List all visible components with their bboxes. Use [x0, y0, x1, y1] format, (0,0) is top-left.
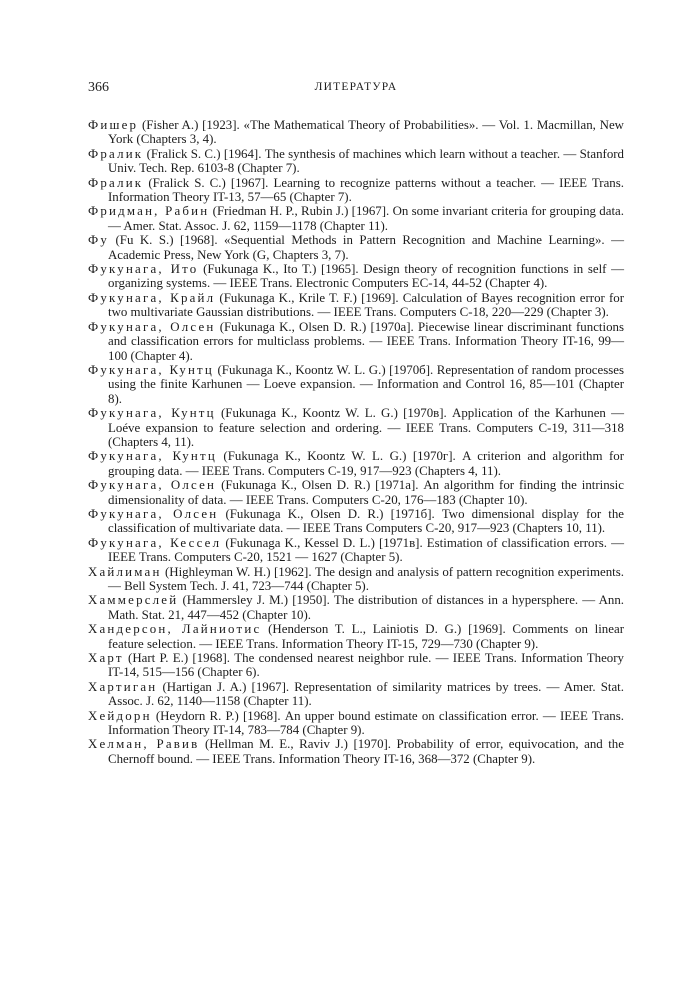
reference-entry	[88, 478, 624, 507]
reference-citation: (Fukunaga K., Krile T. F.) [1969]. Calculation of Bayes recognition error for two multivariate Gaussian distributions. — IEEE Trans. Computers C-18, 220—229 (Chapter 3).	[108, 290, 624, 320]
reference-entry	[88, 737, 624, 766]
reference-entry	[88, 291, 624, 320]
reference-citation: (Friedman H. P., Rubin J.) [1967]. On some invariant criteria for grouping data. — Amer. Stat. Assoc. J. 62, 1159—1178 (Chapter 11).	[108, 204, 624, 233]
reference-entry	[88, 622, 624, 651]
reference-entry	[88, 709, 624, 738]
reference-citation: (Fukunaga K., Olsen D. R.) [1971б]. Two dimensional display for the classification of multivariate data. — IEEE Trans Computers C-20, 917—923 (Chapters 10, 11).	[108, 506, 624, 536]
reference-citation: (Fisher A.) [1923]. «The Mathematical Theory of Probabilities». — Vol. 1. Macmillan, New York (Chapters 3, 4).	[108, 118, 624, 147]
reference-authors-russian: Фукунага, Олсен	[88, 319, 216, 334]
reference-entry	[88, 176, 624, 205]
reference-citation: (Fralick S. C.) [1964]. The synthesis of machines which learn without a teacher. — Stanford Univ. Tech. Rep. 6103-8 (Chapter 7).	[108, 146, 624, 176]
reference-authors-russian: Фукунага, Олсен	[88, 478, 217, 493]
reference-entry	[88, 233, 624, 262]
reference-citation: (Fu K. S.) [1968]. «Sequential Methods in Pattern Recognition and Machine Learning». — Academic Press, New York (G, Chapters 3, 7).	[108, 233, 624, 262]
reference-citation: (Hammersley J. M.) [1950]. The distribution of distances in a hypersphere. — Ann. Math. Stat. 21, 447—452 (Chapter 10).	[108, 593, 624, 622]
reference-entry	[88, 593, 624, 622]
reference-citation: (Hellman M. E., Raviv J.) [1970]. Probability of error, equivocation, and the Chernoff bound. — IEEE Trans. Information Theory IT-16, 368—372 (Chapter 9).	[108, 737, 624, 766]
reference-entry	[88, 118, 624, 147]
reference-citation: (Fukunaga K., Koontz W. L. G.) [1970б]. Representation of random processes using the finite Karhunen — Loeve expansion. — Information and Control 16, 85—101 (Chapter 8).	[108, 362, 624, 406]
reference-authors-russian: Фукунага, Кессел	[88, 535, 222, 550]
reference-citation: (Fukunaga K., Ito T.) [1965]. Design theory of recognition functions in self — organizing systems. — IEEE Trans. Electronic Computers EC-14, 44-52 (Chapter 4).	[108, 262, 624, 291]
reference-entry	[88, 565, 624, 594]
reference-citation: (Highleyman W. H.) [1962]. The design and analysis of pattern recognition experiments. — Bell System Tech. J. 41, 723—744 (Chapter 5).	[108, 564, 624, 593]
reference-entry	[88, 449, 624, 478]
reference-citation: (Heydorn R. P.) [1968]. An upper bound estimate on classification error. — IEEE Trans. Information Theory IT-14, 783—784 (Chapter 9).	[108, 708, 624, 738]
page-header	[88, 80, 624, 98]
reference-entry	[88, 507, 624, 536]
reference-authors-russian: Фукунага, Олсен	[88, 506, 219, 521]
reference-list	[88, 118, 624, 766]
running-title: ЛИТЕРАТУРА	[314, 81, 398, 93]
reference-authors-russian: Фралик	[88, 175, 144, 190]
reference-authors-russian: Хаммерслей	[88, 593, 179, 608]
reference-entry	[88, 262, 624, 291]
reference-authors-russian: Фукунага, Кунтц	[88, 449, 217, 464]
reference-authors-russian: Хайлиман	[88, 564, 162, 579]
reference-entry	[88, 536, 624, 565]
reference-citation: (Hart P. E.) [1968]. The condensed nearest neighbor rule. — IEEE Trans. Information Theory IT-14, 515—156 (Chapter 6).	[108, 651, 624, 680]
reference-citation: (Fukunaga K., Olsen D. R.) [1971а]. An algorithm for finding the intrinsic dimensionality of data. — IEEE Trans. Computers C-20, 176—183 (Chapter 10).	[108, 478, 624, 507]
reference-citation: (Fralick S. C.) [1967]. Learning to recognize patterns without a teacher. — IEEE Trans. Information Theory IT-13, 57—65 (Chapter 7).	[108, 175, 624, 205]
reference-entry	[88, 680, 624, 709]
reference-authors-russian: Хейдорн	[88, 708, 152, 723]
reference-entry	[88, 406, 624, 449]
reference-authors-russian: Фралик	[88, 146, 144, 161]
reference-authors-russian: Фукунага, Крайл	[88, 290, 216, 305]
reference-entry	[88, 363, 624, 406]
reference-authors-russian: Фишер	[88, 118, 139, 132]
page-number: 366	[88, 80, 109, 95]
reference-authors-russian: Хандерсон, Лайниотис	[88, 622, 262, 637]
reference-citation: (Fukunaga K., Koontz W. L. G.) [1970в]. Application of the Karhunen — Loéve expansion to feature selection and ordering. — IEEE Trans. Computers C-19, 311—318 (Chapters 4, 11).	[108, 406, 624, 449]
reference-authors-russian: Фукунага, Кунтц	[88, 406, 216, 421]
reference-authors-russian: Хелман, Равив	[88, 737, 200, 752]
reference-entry	[88, 147, 624, 176]
reference-entry	[88, 204, 624, 233]
reference-authors-russian: Хартиган	[88, 679, 158, 694]
reference-citation: (Fukunaga K., Koontz W. L. G.) [1970г]. A criterion and algorithm for grouping data. — IEEE Trans. Computers C-19, 917—923 (Chapters 4, 11).	[108, 449, 624, 478]
reference-citation: (Fukunaga K., Kessel D. L.) [1971в]. Estimation of classification errors. — IEEE Trans. Computers C-20, 1521 — 1627 (Chapter 5).	[108, 535, 624, 565]
reference-citation: (Henderson T. L., Lainiotis D. G.) [1969]. Comments on linear feature selection. — IEEE Trans. Information Theory IT-15, 729—730 (Chapter 9).	[108, 622, 624, 651]
reference-entry	[88, 320, 624, 363]
reference-authors-russian: Фукунага, Кунтц	[88, 362, 214, 377]
reference-citation: (Fukunaga K., Olsen D. R.) [1970а]. Piecewise linear discriminant functions and classification errors for multiclass problems. — IEEE Trans. Information Theory IT-16, 99—100 (Chapter 4).	[108, 319, 624, 363]
reference-citation: (Hartigan J. A.) [1967]. Representation of similarity matrices by trees. — Amer. Stat. Assoc. J. 62, 1140—1158 (Chapter 11).	[108, 679, 624, 709]
reference-authors-russian: Фукунага, Ито	[88, 262, 199, 277]
reference-entry	[88, 651, 624, 680]
reference-authors-russian: Фу	[88, 233, 110, 248]
reference-authors-russian: Фридман, Рабин	[88, 204, 210, 219]
reference-authors-russian: Харт	[88, 651, 124, 666]
